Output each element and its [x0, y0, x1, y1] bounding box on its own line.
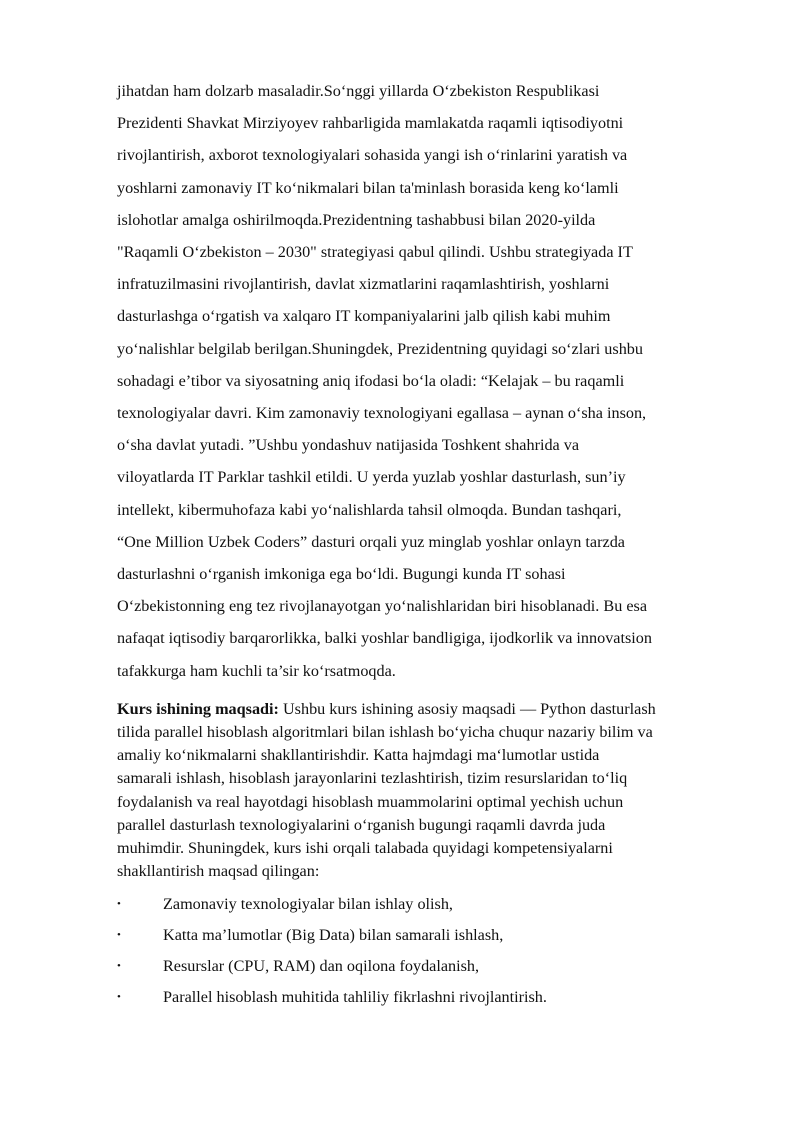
- paragraph-line: yo‘nalishlar belgilab berilgan.Shuningdek, Prezidentning quyidagi so‘zlari ushbu: [117, 339, 643, 358]
- bullet-icon: •: [117, 929, 121, 942]
- aim-line: samarali ishlash, hisoblash jarayonlarini tezlashtirish, tizim resurslaridan to‘liq: [117, 769, 628, 788]
- list-item-text: Zamonaviy texnologiyalar bilan ishlay olish,: [163, 895, 453, 914]
- paragraph-line: o‘sha davlat yutadi. ”Ushbu yondashuv natijasida Toshkent shahrida va: [117, 436, 580, 455]
- aim-line: tilida parallel hisoblash algoritmlari bilan ishlash bo‘yicha chuqur nazariy bilim va: [117, 723, 653, 742]
- aim-line: muhimdir. Shuningdek, kurs ishi orqali talabada quyidagi kompetensiyalarni: [117, 839, 613, 858]
- bullet-icon: •: [117, 991, 121, 1004]
- paragraph-line: tafakkurga ham kuchli ta’sir ko‘rsatmoqda.: [117, 661, 396, 680]
- paragraph-line: texnologiyalar davri. Kim zamonaviy texnologiyani egallasa – aynan o‘sha inson,: [117, 404, 647, 423]
- paragraph-line: nafaqat iqtisodiy barqarorlikka, balki yoshlar bandligiga, ijodkorlik va innovatsion: [117, 629, 652, 648]
- intro-paragraph: [117, 75, 747, 687]
- paragraph-line: O‘zbekistonning eng tez rivojlanayotgan yo‘nalishlaridan biri hisoblanadi. Bu esa: [117, 597, 648, 616]
- aim-first-line: [117, 698, 747, 721]
- course-aim-paragraph: [117, 698, 747, 884]
- list-item: [117, 889, 747, 920]
- paragraph-line: rivojlantirish, axborot texnologiyalari sohasida yangi ish o‘rinlarini yaratish va: [117, 146, 628, 165]
- aim-line: foydalanish va real hayotdagi hisoblash muammolarini optimal yechish uchun: [117, 792, 624, 811]
- paragraph-line: sohadagi e’tibor va siyosatning aniq ifodasi bo‘la oladi: “Kelajak – bu raqamli: [117, 371, 625, 390]
- bullet-icon: •: [117, 898, 121, 911]
- list-item-text: Parallel hisoblash muhitida tahliliy fikrlashni rivojlantirish.: [163, 988, 547, 1007]
- list-item-text: Katta ma’lumotlar (Big Data) bilan samarali ishlash,: [163, 926, 504, 945]
- list-item-text: Resurslar (CPU, RAM) dan oqilona foydalanish,: [163, 957, 480, 976]
- paragraph-line: jihatdan ham dolzarb masaladir.So‘nggi yillarda O‘zbekiston Respublikasi: [117, 82, 600, 100]
- paragraph-line: "Raqamli O‘zbekiston – 2030" strategiyasi qabul qilindi. Ushbu strategiyada IT: [117, 243, 633, 262]
- paragraph-line: dasturlashga o‘rgatish va xalqaro IT kompaniyalarini jalb qilish kabi muhim: [117, 307, 611, 326]
- document-page: [117, 75, 747, 1013]
- paragraph-line: intellekt, kibermuhofaza kabi yo‘nalishlarda tahsil olmoqda. Bundan tashqari,: [117, 500, 622, 519]
- competency-list: [117, 889, 747, 1013]
- paragraph-line: islohotlar amalga oshirilmoqda.Prezidentning tashabbusi bilan 2020-yilda: [117, 210, 596, 229]
- aim-line: shakllantirish maqsad qilingan:: [117, 862, 320, 881]
- list-item: [117, 920, 747, 951]
- aim-first-line-text: Ushbu kurs ishining asosiy maqsadi — Python dasturlash: [278, 699, 656, 718]
- paragraph-line: viloyatlarda IT Parklar tashkil etildi. U yerda yuzlab yoshlar dasturlash, sun’iy: [117, 468, 626, 487]
- list-item: [117, 982, 747, 1013]
- aim-line: parallel dasturlash texnologiyalarini o‘rganish bugungi raqamli davrda juda: [117, 815, 606, 834]
- paragraph-line: Prezidenti Shavkat Mirziyoyev rahbarligida mamlakatda raqamli iqtisodiyotni: [117, 114, 624, 133]
- paragraph-line: yoshlarni zamonaviy IT ko‘nikmalari bilan ta'minlash borasida keng ko‘lamli: [117, 178, 619, 197]
- list-item: [117, 951, 747, 982]
- paragraph-line: infratuzilmasini rivojlantirish, davlat xizmatlarini raqamlashtirish, yoshlarni: [117, 275, 610, 294]
- aim-line: amaliy ko‘nikmalarni shakllantirishdir. Katta hajmdagi ma‘lumotlar ustida: [117, 746, 600, 765]
- paragraph-line: “One Million Uzbek Coders” dasturi orqali yuz minglab yoshlar onlayn tarzda: [117, 532, 625, 551]
- aim-heading: Kurs ishining maqsadi:: [117, 699, 279, 718]
- paragraph-line: dasturlashni o‘rganish imkoniga ega bo‘ldi. Bugungi kunda IT sohasi: [117, 565, 566, 584]
- bullet-icon: •: [117, 960, 121, 973]
